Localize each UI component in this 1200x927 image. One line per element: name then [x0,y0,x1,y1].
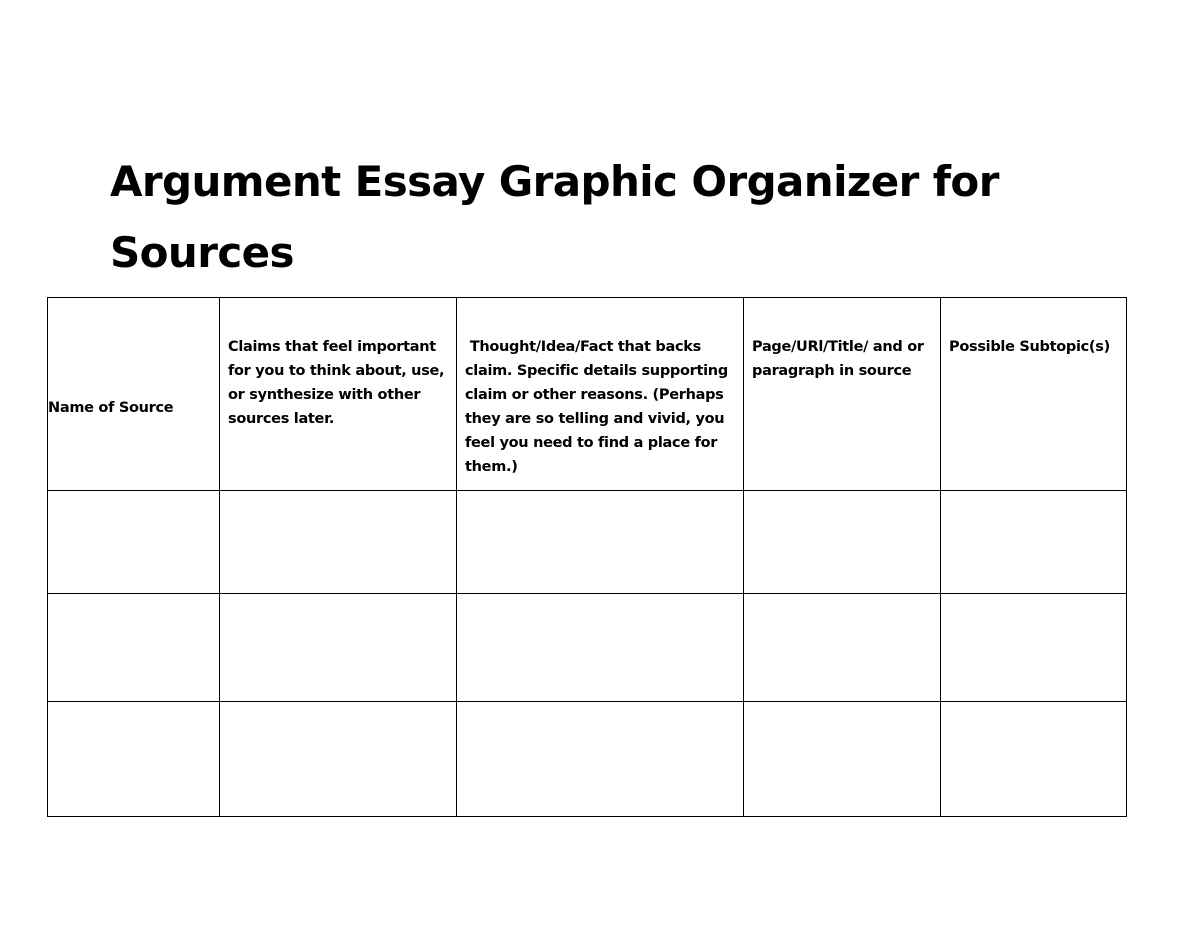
table-row [48,491,1127,594]
header-cell-page-url-title [744,298,941,491]
header-label: Thought/Idea/Fact that backs claim. Specific details supporting claim or other reasons. (Perhaps they are so telling and vivid, you feel you need to find a place for them.) [465,339,733,475]
header-label: Claims that feel important for you to think about, use, or synthesize with other sources later. [228,339,445,427]
table-cell[interactable] [941,594,1127,702]
header-cell-possible-subtopics [941,298,1127,491]
table-cell[interactable] [744,702,941,817]
header-label: Name of Source [48,400,174,416]
table-row [48,702,1127,817]
table-cell[interactable] [457,491,744,594]
table-cell[interactable] [744,491,941,594]
header-label: Page/URl/Title/ and or paragraph in source [752,339,924,379]
header-row [48,298,1127,491]
table-cell[interactable] [48,702,220,817]
page-title: Argument Essay Graphic Organizer for Sources [110,157,999,277]
organizer-table [47,297,1127,817]
table-cell[interactable] [941,491,1127,594]
header-cell-claims [220,298,457,491]
table-cell[interactable] [48,594,220,702]
table-cell[interactable] [220,491,457,594]
table-row [48,594,1127,702]
table-cell[interactable] [744,594,941,702]
table-cell[interactable] [941,702,1127,817]
header-label: Possible Subtopic(s) [949,339,1110,355]
table-cell[interactable] [48,491,220,594]
table-cell[interactable] [457,594,744,702]
table-cell[interactable] [457,702,744,817]
table-cell[interactable] [220,702,457,817]
header-cell-supporting-details [457,298,744,491]
header-cell-name-of-source [48,298,220,491]
table-cell[interactable] [220,594,457,702]
